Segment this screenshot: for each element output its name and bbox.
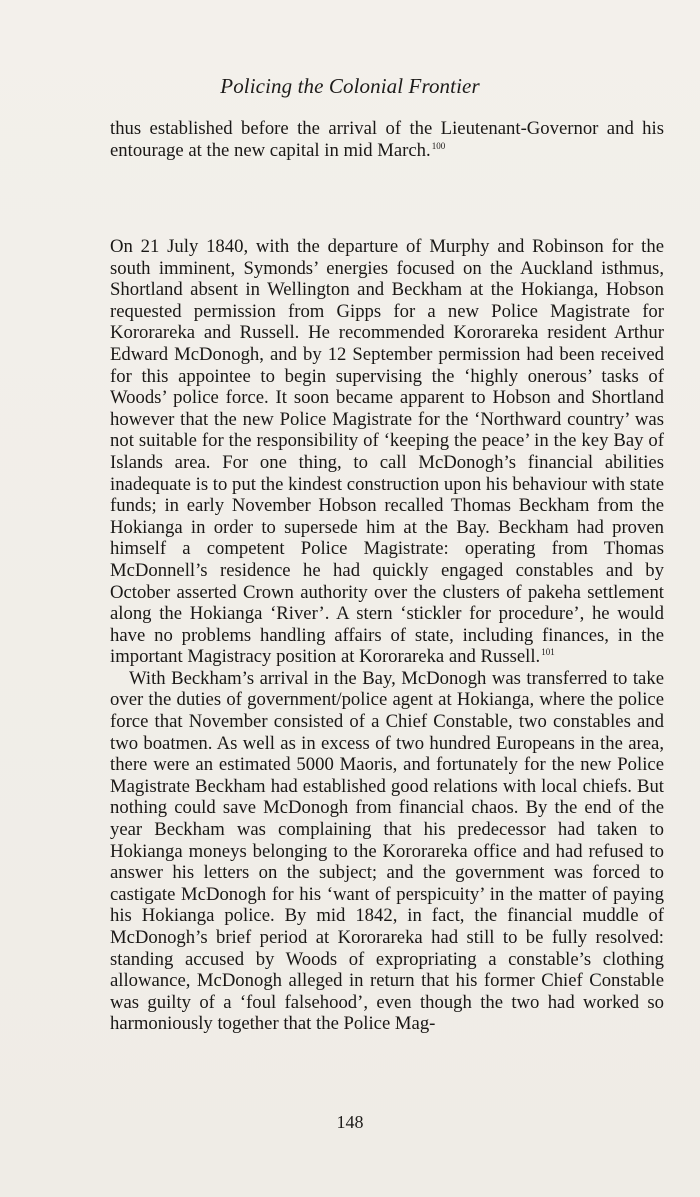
- paragraph-text: On 21 July 1840, with the departure of Murphy and Robinson for the south imminent, Symonds’ energies focused on the Auckland isthmus, Shortland absent in Wellington and Beckham at the Hokianga, Hobson requested permission from Gipps for a new Police Magistrate for Kororareka and Russell. He recommended Kororareka resident Arthur Edward McDonogh, and by 12 September permission had been received for this appointee to begin supervising the ‘highly onerous’ tasks of Woods’ police force. It soon became apparent to Hobson and Shortland however that the new Police Magistrate for the ‘Northward country’ was not suitable for the responsibility of ‘keeping the peace’ in the key Bay of Islands area. For one thing, to call McDonogh’s financial abilities inadequate is to put the kindest construction upon his behaviour with state funds; in early November Hobson recalled Thomas Beckham from the Hokianga in order to supersede him at the Bay. Beckham had proven himself a competent Police Magistrate: operating from Thomas McDonnell’s residence he had quickly engaged constables and by October asserted Crown authority over the clusters of pakeha settlement along the Hokianga ‘River’. A stern ‘stickler for procedure’, he would have no problems handling affairs of state, including finances, in the important Magistracy position at Kororareka and Russell.: [110, 236, 664, 668]
- running-head: Policing the Colonial Frontier: [220, 74, 480, 98]
- continued-paragraph: [110, 118, 664, 161]
- footnote-reference: 101: [541, 647, 555, 658]
- page-number: 148: [336, 1112, 364, 1132]
- footnote-reference: 100: [431, 140, 446, 151]
- paragraph-text: With Beckham’s arrival in the Bay, McDonogh was transferred to take over the duties of government/police agent at Hokianga, where the police force that November consisted of a Chief Constable, two constables and two boatmen. As well as in excess of two hundred Europeans in the area, there were an estimated 5000 Maoris, and fortunately for the new Police Magistrate Beckham had established good relations with local chiefs. But nothing could save McDonogh from financial chaos. By the end of the year Beckham was complaining that his predecessor had taken to Hokianga moneys belonging to the Kororareka office and had refused to answer his letters on the subject; and the government was forced to castigate McDonogh for his ‘want of perspicuity’ in the matter of paying his Hokianga police. By mid 1842, in fact, the financial muddle of McDonogh’s brief period at Kororareka had still to be fully resolved: standing accused by Woods of expropriating a constable’s clothing allowance, McDonogh alleged in return that his former Chief Constable was guilty of a ‘foul falsehood’, even though the two had worked so harmoniously together that the Police Mag-: [110, 667, 664, 1035]
- paragraph: [110, 118, 664, 161]
- paragraph: [110, 668, 664, 1035]
- paragraph: [110, 236, 664, 668]
- paragraph-text: thus established before the arrival of the Lieutenant-Governor and his entourage at the new capital in mid March.: [110, 118, 664, 161]
- main-text-block: [110, 236, 664, 1035]
